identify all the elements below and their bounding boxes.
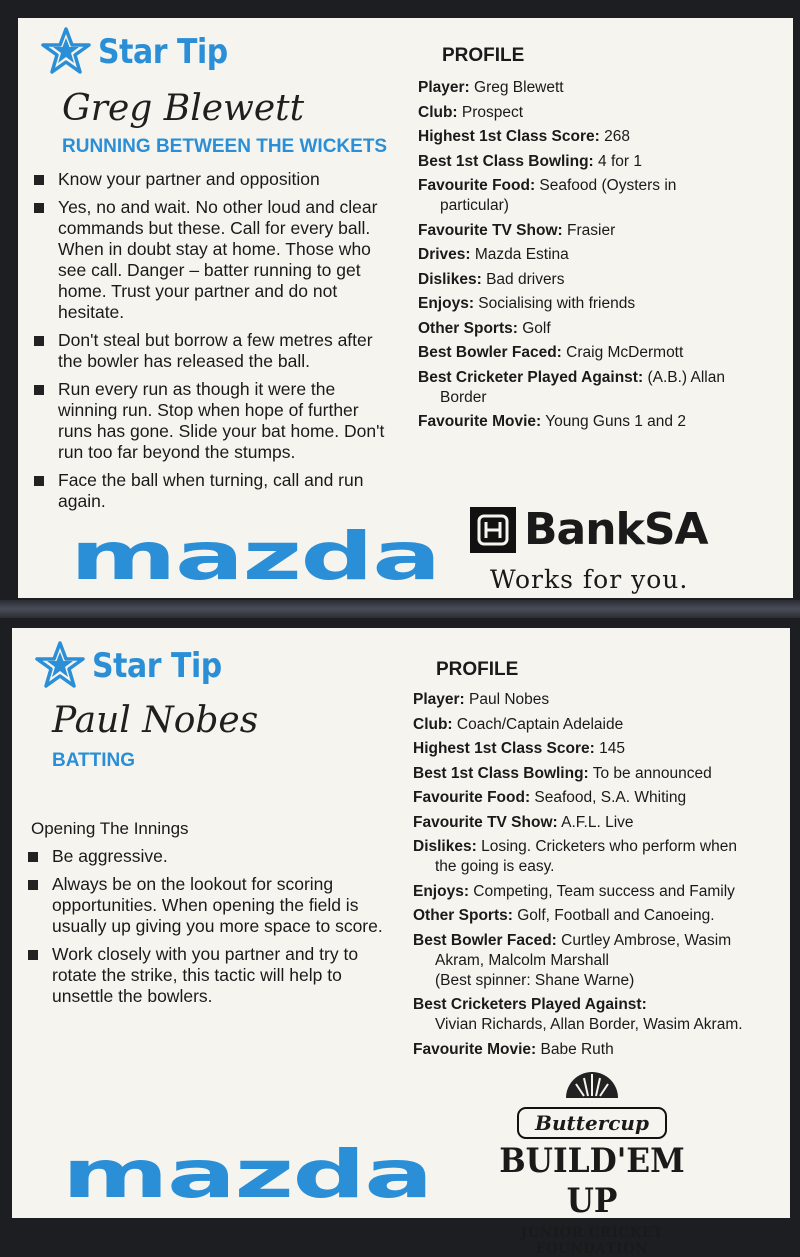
list-item: Face the ball when turning, call and run again. (32, 470, 392, 512)
profile-row: Enjoys: Socialising with friends (418, 295, 636, 312)
list-item: Be aggressive. (26, 846, 386, 867)
profile-row: Favourite Movie: Young Guns 1 and 2 (418, 413, 686, 430)
profile-row: Best Bowler Faced: Curtley Ambrose, Wasim Akram, Malcolm Marshall (Best spinner: Shane Warne) (413, 931, 732, 989)
buttercup-subtitle: JUNIOR CRICKET FOUNDATION (520, 1225, 664, 1257)
banksa-icon (470, 507, 516, 553)
star-icon (40, 26, 92, 78)
list-item: Run every run as though it were the winning run. Stop when hope of further runs has gone. Slide your bat home. Don't run too far beyond the stumps. (32, 379, 392, 463)
tips-list (26, 846, 386, 1014)
profile-row: Best 1st Class Bowling: To be announced (413, 764, 712, 782)
profile-row: Other Sports: Golf, Football and Canoeing. (413, 907, 715, 924)
profile-row: Favourite Food: Seafood (Oysters in particular) (418, 177, 677, 214)
profile-row: Dislikes: Losing. Cricketers who perform when the going is easy. (413, 838, 737, 875)
tip-subtitle: BATTING (52, 750, 136, 771)
profile-row: Club: Coach/Captain Adelaide (413, 715, 624, 733)
card-sleeve-divider (0, 600, 800, 618)
profile-row: Favourite Food: Seafood, S.A. Whiting (413, 789, 687, 806)
profile-row: Other Sports: Golf (418, 319, 551, 337)
wheat-icon (562, 1068, 622, 1098)
profile-row: Drives: Mazda Estina (418, 246, 569, 263)
profile-heading: PROFILE (442, 45, 525, 66)
mazda-logo: mazda (62, 1136, 432, 1213)
profile-row: Favourite TV Show: Frasier (418, 221, 616, 239)
profile-row: Player: Greg Blewett (418, 79, 564, 96)
tips-list (32, 169, 392, 519)
star-tip-logo (34, 640, 239, 692)
profile-heading: PROFILE (436, 659, 519, 680)
profile-row: Best 1st Class Bowling: 4 for 1 (418, 152, 642, 170)
profile-row: Highest 1st Class Score: 268 (418, 128, 630, 145)
profile-row: Club: Prospect (418, 103, 524, 121)
star-tip-label: Star Tip (92, 646, 222, 686)
card-paul-nobes (12, 628, 790, 1257)
profile-row: Favourite Movie: Babe Ruth (413, 1040, 614, 1058)
list-item: Yes, no and wait. No other loud and clear commands but these. Call for every ball. When in doubt stay at home. Those who see call. Danger – batter running to get home. Trust your partner and do not hesitate. (32, 197, 392, 323)
profile-row: Enjoys: Competing, Team success and Family (413, 882, 735, 900)
profile-row: Best Cricketers Played Against: Vivian Richards, Allan Border, Wasim Akram. (413, 996, 743, 1033)
player-name: Paul Nobes (52, 700, 259, 741)
buttercup-logo (462, 1068, 722, 1257)
player-name: Greg Blewett (62, 88, 305, 129)
profile-row: Favourite TV Show: A.F.L. Live (413, 813, 634, 831)
banksa-logo (470, 504, 708, 594)
card-greg-blewett (18, 18, 793, 598)
buttercup-title: BUILD'EM UP (499, 1141, 685, 1221)
bank-name: BankSA (524, 504, 708, 555)
profile-row: Player: Paul Nobes (413, 691, 550, 708)
star-icon (34, 640, 86, 692)
tips-intro: Opening The Innings (31, 819, 189, 838)
mazda-logo: mazda (70, 518, 440, 595)
profile-row: Best Cricketer Played Against: (A.B.) Allan Border (418, 368, 725, 406)
list-item: Don't steal but borrow a few metres after the bowler has released the ball. (32, 330, 392, 372)
profile-list (418, 78, 778, 437)
bank-tagline: Works for you. (490, 565, 689, 594)
list-item: Work closely with you partner and try to rotate the strike, this tactic will help to unsettle the bowlers. (26, 944, 386, 1007)
list-item: Always be on the lookout for scoring opportunities. When opening the field is usually up giving you more space to score. (26, 874, 386, 937)
profile-list (413, 690, 783, 1064)
star-tip-label: Star Tip (98, 32, 228, 72)
profile-row: Best Bowler Faced: Craig McDermott (418, 344, 684, 361)
tip-subtitle: RUNNING BETWEEN THE WICKETS (62, 136, 388, 157)
list-item: Know your partner and opposition (32, 169, 392, 190)
profile-row: Highest 1st Class Score: 145 (413, 740, 625, 757)
profile-row: Dislikes: Bad drivers (418, 270, 565, 288)
buttercup-badge: Buttercup (517, 1107, 667, 1139)
star-tip-logo (40, 26, 245, 78)
